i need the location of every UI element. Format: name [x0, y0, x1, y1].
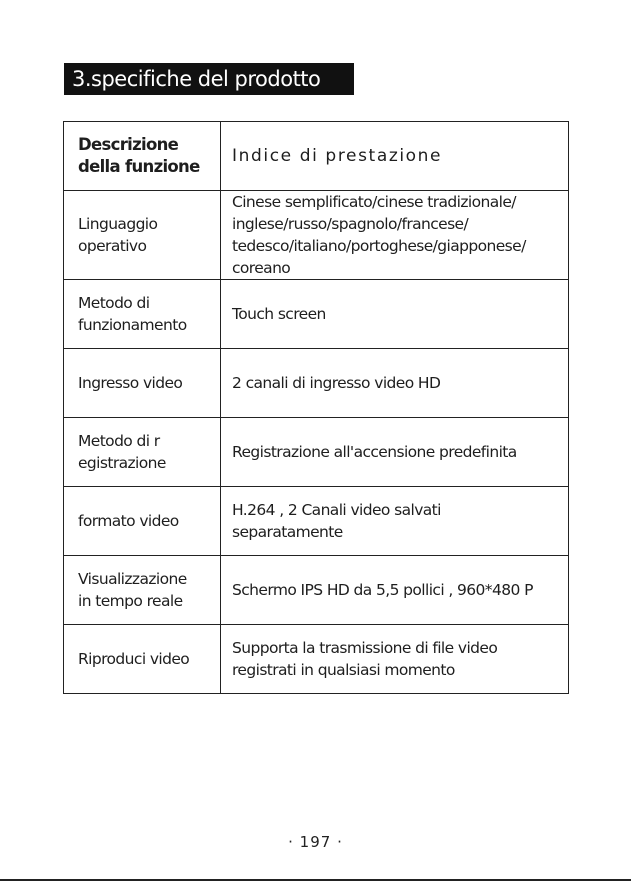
- page-number: · 197 ·: [288, 833, 343, 851]
- header-function-description: Descrizione della funzione: [64, 122, 221, 191]
- section-title: 3.specifiche del prodotto: [64, 63, 354, 95]
- table-row: [64, 191, 569, 280]
- row-value-operation-method: Touch screen: [221, 280, 569, 349]
- row-label-video-input: Ingresso video: [64, 349, 221, 418]
- table-row: [64, 556, 569, 625]
- row-label-video-playback: Riproduci video: [64, 625, 221, 694]
- row-value-operating-language: Cinese semplificato/cinese tradizionale/ inglese/russo/spagnolo/francese/ tedesco/italiano/portoghese/giapponese/ coreano: [221, 191, 569, 280]
- header-performance-index: Indice di prestazione: [221, 122, 569, 191]
- row-value-recording-method: Registrazione all'accensione predefinita: [221, 418, 569, 487]
- row-label-recording-method: Metodo di r egistrazione: [64, 418, 221, 487]
- bottom-divider: [0, 879, 631, 881]
- table-row: [64, 280, 569, 349]
- row-label-realtime-display: Visualizzazione in tempo reale: [64, 556, 221, 625]
- row-label-operating-language: Linguaggio operativo: [64, 191, 221, 280]
- table-header-row: [64, 122, 569, 191]
- table-row: [64, 349, 569, 418]
- row-value-video-playback: Supporta la trasmissione di file video registrati in qualsiasi momento: [221, 625, 569, 694]
- table-row: [64, 418, 569, 487]
- row-value-video-input: 2 canali di ingresso video HD: [221, 349, 569, 418]
- spec-table: [63, 121, 569, 694]
- row-value-realtime-display: Schermo IPS HD da 5,5 pollici , 960*480 P: [221, 556, 569, 625]
- row-value-video-format: H.264 , 2 Canali video salvati separatamente: [221, 487, 569, 556]
- row-label-operation-method: Metodo di funzionamento: [64, 280, 221, 349]
- table-row: [64, 625, 569, 694]
- table-row: [64, 487, 569, 556]
- row-label-video-format: formato video: [64, 487, 221, 556]
